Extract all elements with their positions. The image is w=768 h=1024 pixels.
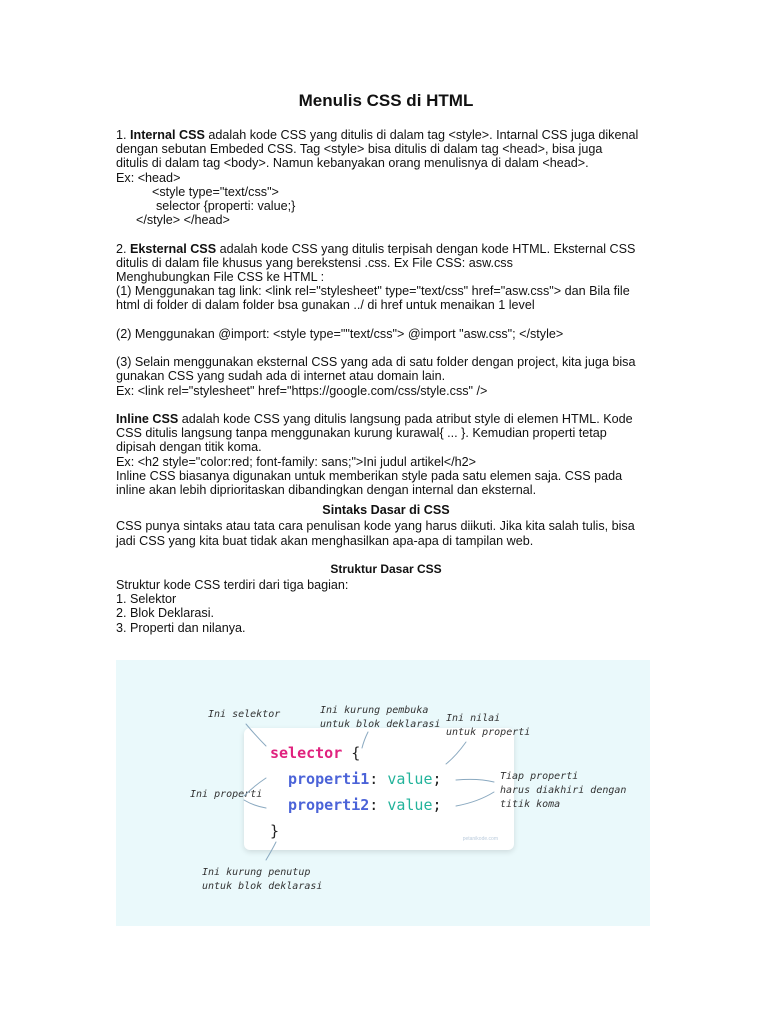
arrow-kurung-penutup: [266, 842, 276, 860]
term-external-css: Eksternal CSS: [130, 241, 217, 256]
text-line: (3) Selain menggunakan eksternal CSS yang ada di satu folder dengan project, kita juga bisa: [116, 355, 636, 370]
open-brace: {: [342, 744, 361, 762]
selector-text: selector: [270, 744, 343, 762]
inline-css-paragraph: [116, 412, 656, 426]
text-line: Menghubungkan File CSS ke HTML :: [116, 270, 325, 285]
text-line: inline akan lebih diprioritaskan dibandingkan dengan internal dan eksternal.: [116, 483, 537, 498]
text-line: ditulis di dalam tag <body>. Namun kebanyakan orang menulisnya di dalam <head>.: [116, 156, 589, 171]
arrow-selektor: [246, 724, 266, 746]
colon: :: [369, 770, 388, 788]
text-line: gunakan CSS yang sudah ada di internet atau domain lain.: [116, 369, 446, 384]
internal-css-paragraph: [116, 128, 656, 142]
arrow-properti-1: [244, 778, 266, 796]
page-title: Menulis CSS di HTML: [298, 91, 474, 110]
text-line: CSS ditulis langsung tanpa menggunakan kurung kurawal{ ... }. Kemudian properti tetap: [116, 426, 607, 441]
note-properti: Ini properti: [190, 789, 263, 800]
colon: :: [369, 796, 388, 814]
section-heading-struktur: Struktur Dasar CSS: [330, 561, 442, 576]
note-kurung-penutup: Ini kurung penutup untuk blok deklarasi: [202, 867, 323, 892]
text-line: Ex: <link rel="stylesheet" href="https://google.com/css/style.css" />: [116, 383, 488, 398]
note-titik-koma: Tiap properti harus diakhiri dengan titik koma: [500, 771, 627, 810]
text-line: CSS punya sintaks atau tata cara penulisan kode yang harus diikuti. Jika kita salah tulis, bisa: [116, 519, 635, 534]
term-inline-css: Inline CSS: [116, 412, 179, 426]
text-line: html di folder di dalam folder bsa gunakan ../ di href untuk menaikan 1 level: [116, 298, 535, 313]
semicolon: ;: [432, 770, 442, 788]
text-line: Inline CSS biasanya digunakan untuk memberikan style pada satu elemen saja. CSS pada: [116, 468, 623, 483]
list-number: 2.: [116, 241, 131, 256]
arrow-nilai: [446, 742, 466, 764]
list-item: 1. Selektor: [116, 592, 177, 607]
list-number: 1.: [116, 128, 131, 142]
note-kurung-pembuka: Ini kurung pembuka untuk blok deklarasi: [320, 705, 441, 730]
code-example-line: selector {properti: value;}: [156, 199, 296, 214]
list-item: 3. Properti dan nilanya.: [116, 620, 246, 635]
arrow-titik-koma-1: [456, 779, 494, 782]
css-structure-figure: [116, 660, 650, 926]
text-line: (1) Menggunakan tag link: <link rel="stylesheet" type="text/css" href="asw.css"> dan Bila file: [116, 284, 630, 299]
property-name: properti1: [288, 770, 370, 788]
text-line: Ex: <h2 style="color:red; font-family: sans;">Ini judul artikel</h2>: [116, 454, 476, 469]
text-line: dipisah dengan titik koma.: [116, 440, 262, 455]
note-nilai: Ini nilai untuk properti: [446, 713, 531, 738]
external-css-paragraph: [116, 242, 656, 256]
arrow-kurung-pembuka: [362, 732, 368, 748]
close-brace: }: [270, 822, 280, 840]
property-name: properti2: [288, 796, 370, 814]
text-line: dengan sebutan Embeded CSS. Tag <style> bisa ditulis di dalam tag <head>, bisa juga: [116, 142, 603, 157]
document-body: [116, 128, 656, 635]
text-line: (2) Menggunakan @import: <style type=""text/css"> @import "asw.css"; </style>: [116, 326, 564, 341]
code-example-line: <style type="text/css">: [152, 184, 279, 199]
arrow-properti-2: [244, 800, 266, 808]
note-selektor: Ini selektor: [208, 709, 281, 720]
watermark: petanikode.com: [462, 836, 498, 842]
text-line: ditulis di dalam file khusus yang berekstensi .css. Ex File CSS: asw.css: [116, 255, 513, 270]
list-item: 2. Blok Deklarasi.: [116, 606, 214, 621]
term-internal-css: Internal CSS: [130, 128, 205, 142]
text-line: jadi CSS yang kita buat tidak akan menghasilkan apa-apa di tampilan web.: [116, 533, 534, 548]
code-example-line: Ex: <head>: [116, 170, 181, 185]
annotation-arrows: [116, 660, 650, 926]
section-heading-sintaks: Sintaks Dasar di CSS: [322, 503, 450, 518]
arrow-titik-koma-2: [456, 792, 494, 806]
code-example-line: </style> </head>: [136, 213, 230, 228]
text-line: Struktur kode CSS terdiri dari tiga bagian:: [116, 578, 349, 593]
text-line: adalah kode CSS yang ditulis terpisah dengan kode HTML. Eksternal CSS: [216, 241, 636, 256]
property-value: value: [387, 770, 433, 788]
text-line: adalah kode CSS yang ditulis langsung pada atribut style di elemen HTML. Kode: [178, 412, 633, 426]
property-value: value: [387, 796, 433, 814]
text-line: adalah kode CSS yang ditulis di dalam tag <style>. Intarnal CSS juga dikenal: [204, 128, 639, 142]
semicolon: ;: [432, 796, 442, 814]
